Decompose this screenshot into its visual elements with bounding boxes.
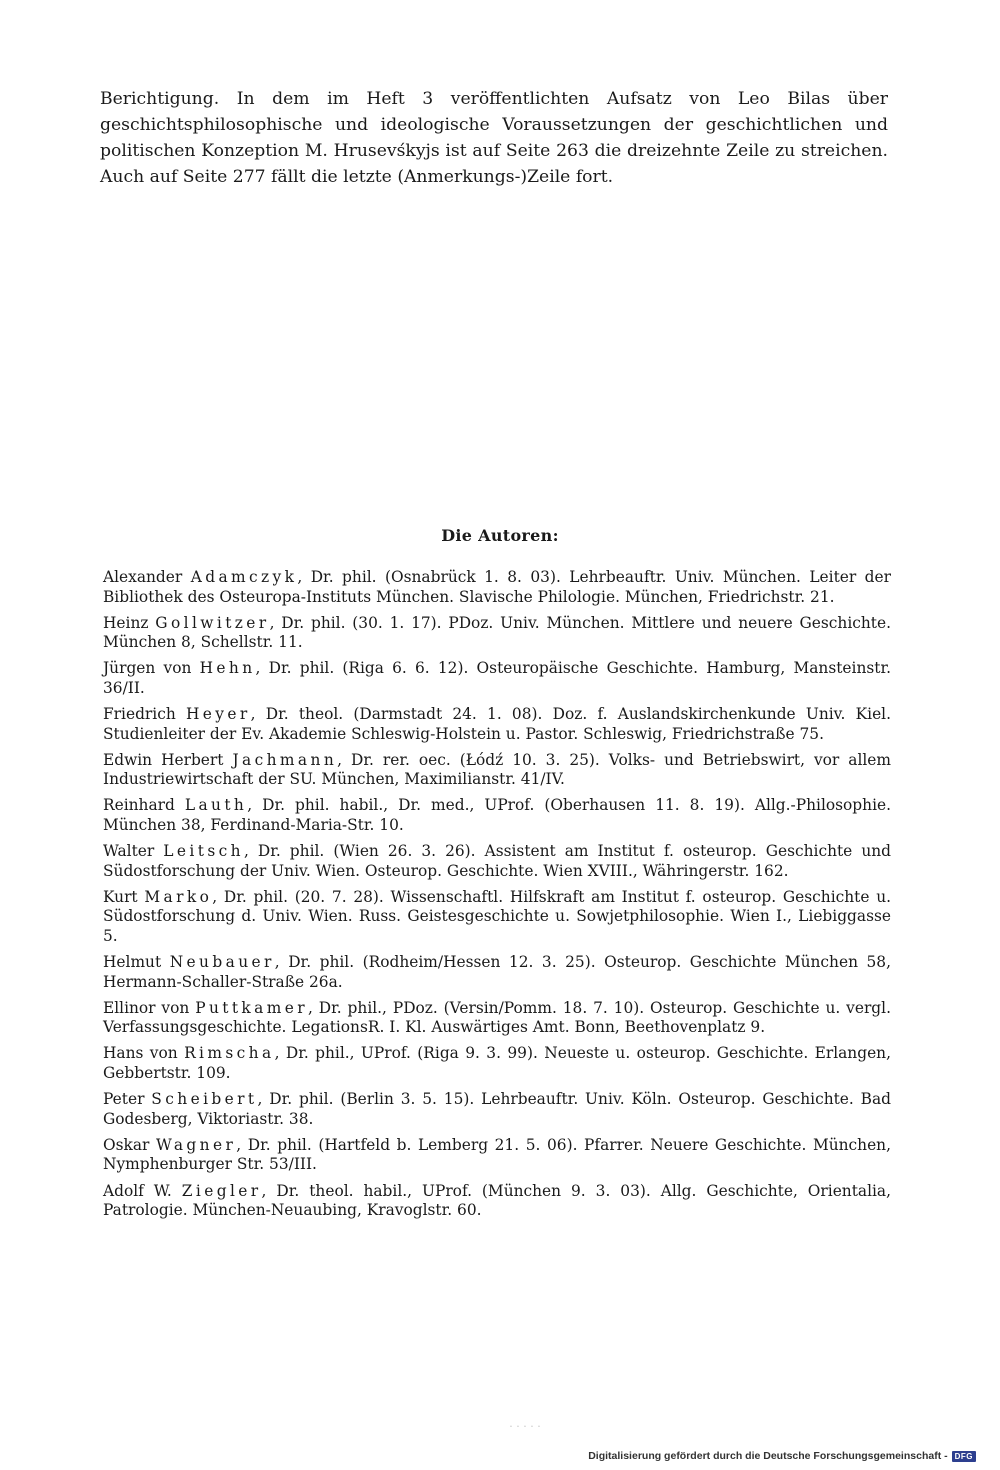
author-details: , Dr. phil. (Wien 26. 3. 26). Assistent am Institut f. osteurop. Geschichte und Südostforschung der Univ. Wien. Osteurop. Geschichte. Wien XVIII., Währingerstr. 162. bbox=[103, 842, 891, 880]
author-surname: Hehn bbox=[199, 659, 256, 678]
author-first-name: Adolf W. bbox=[103, 1181, 172, 1200]
author-entry bbox=[103, 614, 891, 653]
author-details: , Dr. phil. (Riga 6. 6. 12). Osteuropäische Geschichte. Hamburg, Mansteinstr. 36/II. bbox=[103, 659, 891, 697]
author-surname: Marko bbox=[144, 887, 213, 906]
author-details: , Dr. phil. (20. 7. 28). Wissenschaftl. Hilfskraft am Institut f. osteurop. Geschichte u. Südostforschung d. Univ. Wien. Russ. Geistesgeschichte u. Sowjetphilosophie. Wien I., Liebiggasse 5. bbox=[103, 887, 891, 945]
author-entry bbox=[103, 796, 891, 835]
author-entry bbox=[103, 953, 891, 992]
author-surname: Heyer bbox=[185, 705, 251, 724]
author-details: , Dr. phil. (Rodheim/Hessen 12. 3. 25). Osteurop. Geschichte München 58, Hermann-Schaller-Straße 26a. bbox=[103, 953, 891, 991]
author-first-name: Reinhard bbox=[103, 796, 175, 815]
author-details: , Dr. phil. habil., Dr. med., UProf. (Oberhausen 11. 8. 19). Allg.-Philosophie. München 38, Ferdinand-Maria-Str. 10. bbox=[103, 796, 891, 835]
dfg-logo: DFG bbox=[952, 1451, 976, 1462]
author-surname: Puttkamer bbox=[195, 998, 308, 1017]
author-entry bbox=[103, 659, 891, 698]
author-first-name: Helmut bbox=[103, 953, 162, 972]
author-surname: Ziegler bbox=[181, 1181, 262, 1200]
author-entry bbox=[103, 842, 891, 881]
author-first-name: Ellinor von bbox=[103, 998, 190, 1017]
author-entry bbox=[103, 705, 891, 744]
author-details: , Dr. theol. (Darmstadt 24. 1. 08). Doz. f. Auslandskirchenkunde Univ. Kiel. Studienleiter der Ev. Akademie Schleswig-Holstein u. Pastor. Schleswig, Friedrichstraße 75. bbox=[103, 705, 891, 743]
author-first-name: Jürgen von bbox=[103, 659, 192, 678]
author-details: , Dr. phil. (30. 1. 17). PDoz. Univ. München. Mittlere und neuere Geschichte. München 8, Schellstr. 11. bbox=[103, 613, 891, 652]
footer-text: Digitalisierung gefördert durch die Deutsche Forschungsgemeinschaft - bbox=[588, 1450, 948, 1462]
author-first-name: Peter bbox=[103, 1090, 145, 1109]
correction-notice: Berichtigung. In dem im Heft 3 veröffentlichten Aufsatz von Leo Bilas über geschichtsphilosophische und ideologische Voraussetzungen der geschichtlichen und politischen Konzeption M. Hrusevśkyjs ist auf Seite 263 die dreizehnte Zeile zu streichen. Auch auf Seite 277 fällt die letzte (Anmerkungs-)Zeile fort. bbox=[100, 89, 888, 187]
author-surname: Rimscha bbox=[184, 1044, 275, 1063]
author-details: , Dr. phil. (Osnabrück 1. 8. 03). Lehrbeauftr. Univ. München. Leiter der Bibliothek des Osteuropa-Instituts München. Slavische Philologie. München, Friedrichstr. 21. bbox=[103, 568, 891, 606]
library-stamp-mark: · · · · · bbox=[509, 1420, 541, 1433]
author-entry bbox=[103, 568, 891, 607]
author-first-name: Hans von bbox=[103, 1044, 178, 1063]
author-details: , Dr. phil. (Berlin 3. 5. 15). Lehrbeauftr. Univ. Köln. Osteurop. Geschichte. Bad Godesberg, Viktoriastr. 38. bbox=[103, 1090, 891, 1128]
author-first-name: Edwin Herbert bbox=[103, 750, 224, 769]
author-first-name: Alexander bbox=[103, 568, 183, 586]
author-surname: Scheibert bbox=[151, 1090, 258, 1109]
author-entry bbox=[103, 751, 891, 790]
author-entry bbox=[103, 999, 891, 1038]
author-details: , Dr. theol. habil., UProf. (München 9. 3. 03). Allg. Geschichte, Orientalia, Patrologie. München-Neuaubing, Kravoglstr. 60. bbox=[103, 1181, 891, 1220]
author-first-name: Heinz bbox=[103, 613, 149, 632]
digitization-footer bbox=[588, 1450, 976, 1462]
author-surname: Neubauer bbox=[169, 953, 275, 972]
author-first-name: Walter bbox=[103, 842, 155, 861]
author-entry bbox=[103, 1044, 891, 1083]
author-surname: Jachmann bbox=[232, 750, 338, 769]
author-list bbox=[103, 568, 891, 1227]
author-surname: Gollwitzer bbox=[155, 613, 270, 632]
author-entry bbox=[103, 888, 891, 947]
author-first-name: Friedrich bbox=[103, 705, 176, 724]
authors-heading: Die Autoren: bbox=[441, 526, 559, 545]
author-details: , Dr. phil., UProf. (Riga 9. 3. 99). Neueste u. osteurop. Geschichte. Erlangen, Gebbertstr. 109. bbox=[103, 1044, 891, 1083]
author-entry bbox=[103, 1182, 891, 1221]
author-surname: Leitsch bbox=[163, 842, 244, 861]
author-first-name: Kurt bbox=[103, 887, 138, 906]
author-surname: Adamczyk bbox=[190, 568, 298, 586]
author-first-name: Oskar bbox=[103, 1135, 150, 1154]
author-entry bbox=[103, 1090, 891, 1129]
author-details: , Dr. phil., PDoz. (Versin/Pomm. 18. 7. 10). Osteurop. Geschichte u. vergl. Verfassungsgeschichte. LegationsR. I. Kl. Auswärtiges Amt. Bonn, Beethovenplatz 9. bbox=[103, 998, 891, 1037]
author-surname: Wagner bbox=[155, 1135, 237, 1154]
author-details: , Dr. rer. oec. (Łódź 10. 3. 25). Volks- und Betriebswirt, vor allem Industriewirtschaft der SU. München, Maximilianstr. 41/IV. bbox=[103, 750, 891, 789]
author-entry bbox=[103, 1136, 891, 1175]
author-surname: Lauth bbox=[184, 796, 248, 815]
author-details: , Dr. phil. (Hartfeld b. Lemberg 21. 5. 06). Pfarrer. Neuere Geschichte. München, Nymphenburger Str. 53/III. bbox=[103, 1135, 891, 1174]
